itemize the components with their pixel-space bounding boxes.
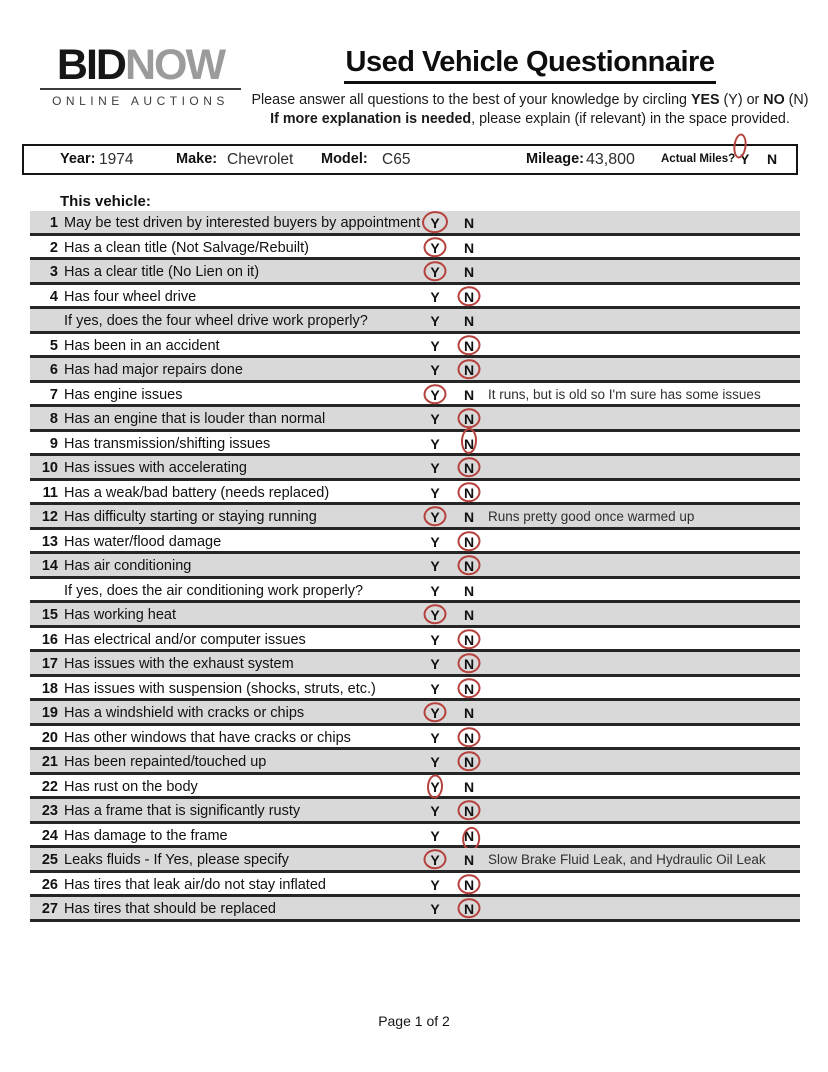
form-header [248,46,812,129]
answer-no: N [463,509,475,525]
question-row [30,309,800,334]
answer-note: Runs pretty good once warmed up [488,509,695,524]
answer-circle [461,427,478,454]
model-value: C65 [382,151,411,168]
answer-no: N [463,313,475,329]
question-number: 21 [41,754,58,770]
answer-circle [423,848,447,870]
make-label: Make: [176,151,218,167]
answer-yes: Y [430,337,440,354]
answer-yes: Y [430,901,440,917]
question-text: May be test driven by interested buyers by appointment [64,215,421,231]
question-text: If yes, does the four wheel drive work properly? [64,313,368,329]
question-row [30,701,800,726]
question-number: 5 [49,337,58,354]
question-number: 8 [49,411,58,427]
question-text: Has other windows that have cracks or chips [64,729,351,746]
answer-no: N [463,386,475,403]
bidnow-logo [38,41,243,108]
answer-circle [457,652,481,674]
answer-note: It runs, but is old so I'm sure has some issues [488,386,761,402]
question-row [30,358,800,383]
question-text: Has a weak/bad battery (needs replaced) [64,484,330,501]
answer-yes: Y [430,876,440,893]
question-number: 2 [49,239,58,256]
question-row [30,211,800,236]
answer-no: N [458,873,480,897]
question-row [30,236,800,261]
question-row [30,603,800,628]
question-text: Has rust on the body [64,778,198,795]
answer-no: N [458,407,480,431]
answer-no: N [458,652,480,676]
question-row [30,530,800,555]
answer-no: N [458,358,480,382]
question-row [30,579,800,604]
answer-no: N [458,285,480,309]
make-value: Chevrolet [227,151,294,168]
question-text: Has transmission/shifting issues [64,435,271,452]
logo-subtitle: ONLINE AUCTIONS [52,94,229,108]
answer-circle [421,210,449,235]
question-number: 4 [49,288,58,305]
question-row [30,726,800,751]
answer-no: N [463,264,475,280]
answer-yes: Y [430,680,440,697]
question-number: 11 [42,484,58,501]
question-row [30,334,800,359]
answer-circle [423,383,447,405]
question-text: Has four wheel drive [64,288,197,305]
instructions-line-2: If more explanation is needed, please explain (if relevant) in the space provided. [270,111,790,127]
question-number: 10 [41,460,58,476]
model-label: Model: [321,151,368,167]
answer-no: N [463,607,475,623]
answer-no: N [458,824,480,848]
question-text: Leaks fluids - If Yes, please specify [64,852,289,868]
answer-no: N [463,705,475,721]
question-text: Has difficulty starting or staying running [64,509,317,525]
answer-circle [457,530,481,552]
question-row [30,824,800,849]
answer-yes: Y [430,631,440,648]
question-number: 27 [41,901,58,917]
answer-yes: Y [424,505,446,529]
question-number: 26 [41,876,58,893]
answer-yes: Y [430,558,440,574]
question-text: Has a windshield with cracks or chips [64,705,305,721]
actual-miles-no: N [767,151,778,167]
year-value: 1974 [99,151,134,168]
answer-no: N [458,750,480,774]
question-text: Has issues with suspension (shocks, struts, etc.) [64,680,376,697]
answer-circle [457,677,481,699]
answer-no: N [458,530,480,554]
answer-no: N [458,897,480,921]
question-text: Has a clean title (Not Salvage/Rebuilt) [64,239,310,256]
answer-note: Slow Brake Fluid Leak, and Hydraulic Oil Leak [488,852,766,867]
instructions [248,91,812,129]
answer-yes: Y [424,236,446,260]
answer-no: N [458,334,480,358]
question-text: Has issues with accelerating [64,460,247,476]
question-number: 3 [49,264,58,280]
question-row [30,554,800,579]
question-number: 25 [41,852,58,868]
questions-table [30,211,800,922]
question-text: Has an engine that is louder than normal [64,411,326,427]
question-number: 6 [49,362,58,378]
question-row [30,873,800,898]
answer-circle [457,726,481,748]
answer-circle [457,873,481,895]
question-row [30,677,800,702]
question-number: 23 [41,803,58,819]
answer-yes: Y [430,729,440,746]
page-footer: Page 1 of 2 [378,1013,450,1029]
question-row [30,481,800,506]
question-text: Has tires that leak air/do not stay inflated [64,876,326,893]
answer-no: N [458,481,480,505]
question-row [30,848,800,873]
answer-no: N [458,554,480,578]
answer-circle [423,603,447,625]
question-text: If yes, does the air conditioning work properly? [64,582,364,599]
answer-no: N [458,456,480,480]
question-text: Has tires that should be replaced [64,901,276,917]
question-number: 17 [41,656,58,672]
answer-no: N [458,726,480,750]
question-number: 20 [41,729,58,746]
answer-yes: Y [430,827,440,844]
answer-circle [457,358,481,380]
question-number: 7 [49,386,58,403]
question-text: Has been repainted/touched up [64,754,267,770]
actual-miles-label: Actual Miles? [661,153,736,165]
answer-circle [457,407,481,429]
question-row [30,432,800,457]
answer-no: N [463,852,475,868]
question-text: Has had major repairs done [64,362,243,378]
vehicle-info-bar: Year: 1974 Make: Chevrolet Model: C65 Mileage: 43,800 Actual Miles? Y N [22,144,798,175]
question-number: 12 [41,509,58,525]
answer-no: N [463,582,475,599]
question-text: Has air conditioning [64,558,192,574]
question-number: 24 [41,827,58,844]
question-number: 15 [41,607,58,623]
question-number: 14 [41,558,58,574]
question-row [30,628,800,653]
logo-bid-text: BID [56,41,125,89]
answer-circle [426,774,443,799]
question-row [30,260,800,285]
question-row [30,407,800,432]
answer-yes: Y [430,533,440,550]
answer-no: N [458,799,480,823]
question-text: Has a frame that is significantly rusty [64,803,301,819]
logo-now-text: NOW [124,41,225,89]
question-row [30,505,800,530]
answer-yes: Y [424,260,446,284]
answer-no: N [458,628,480,652]
answer-yes: Y [424,383,446,407]
mileage-label: Mileage: [526,151,585,167]
answer-circle [457,481,481,503]
question-row [30,456,800,481]
instructions-line-1: Please answer all questions to the best of your knowledge by circling YES (Y) or NO (N) [251,92,809,108]
answer-yes: Y [430,460,440,476]
answer-circle [457,285,481,307]
answer-no: N [463,215,475,231]
answer-circle [423,505,447,527]
answer-no: N [463,778,475,795]
answer-circle [457,897,481,919]
question-number: 13 [41,533,58,550]
answer-yes: Y [424,848,446,872]
answer-no: N [458,677,480,701]
answer-yes: Y [430,362,440,378]
answer-circle [423,260,447,282]
answer-circle [457,799,481,821]
logo-wordmark [38,41,243,89]
answer-yes: Y [430,803,440,819]
answer-circle [457,334,481,356]
answer-yes: Y [430,484,440,501]
answer-yes: Y [430,754,440,770]
question-text: Has damage to the frame [64,827,228,844]
answer-yes: Y [430,656,440,672]
answer-yes: Y [430,313,440,329]
answer-yes: Y [424,775,446,799]
question-text: Has working heat [64,607,177,623]
mileage-value: 43,800 [586,151,635,168]
answer-yes: Y [430,435,440,452]
year-label: Year: [60,151,96,167]
question-row [30,652,800,677]
question-text: Has electrical and/or computer issues [64,631,306,648]
answer-circle [423,701,447,723]
question-text: Has been in an accident [64,337,220,354]
answer-circle [457,554,481,576]
answer-circle [457,628,481,650]
answer-circle [457,750,481,772]
answer-circle [457,456,481,478]
question-row [30,285,800,310]
question-number: 19 [41,705,58,721]
question-text: Has engine issues [64,386,183,403]
question-number: 1 [49,215,58,231]
question-text: Has issues with the exhaust system [64,656,294,672]
question-row [30,775,800,800]
answer-no: N [458,432,480,456]
section-label: This vehicle: [60,193,151,210]
question-row [30,799,800,824]
question-row [30,897,800,922]
answer-yes: Y [430,288,440,305]
question-number: 22 [41,778,58,795]
question-text: Has water/flood damage [64,533,222,550]
answer-no: N [463,239,475,256]
answer-yes: Y [430,411,440,427]
question-row [30,383,800,408]
answer-yes: Y [424,603,446,627]
question-text: Has a clear title (No Lien on it) [64,264,260,280]
answer-yes: Y [424,211,446,235]
question-row [30,750,800,775]
question-number: 18 [41,680,58,697]
answer-circle [423,236,447,258]
page-title: Used Vehicle Questionnaire [344,46,717,84]
answer-yes: Y [424,701,446,725]
question-number: 9 [49,435,58,452]
answer-yes: Y [430,582,440,599]
question-number: 16 [41,631,58,648]
